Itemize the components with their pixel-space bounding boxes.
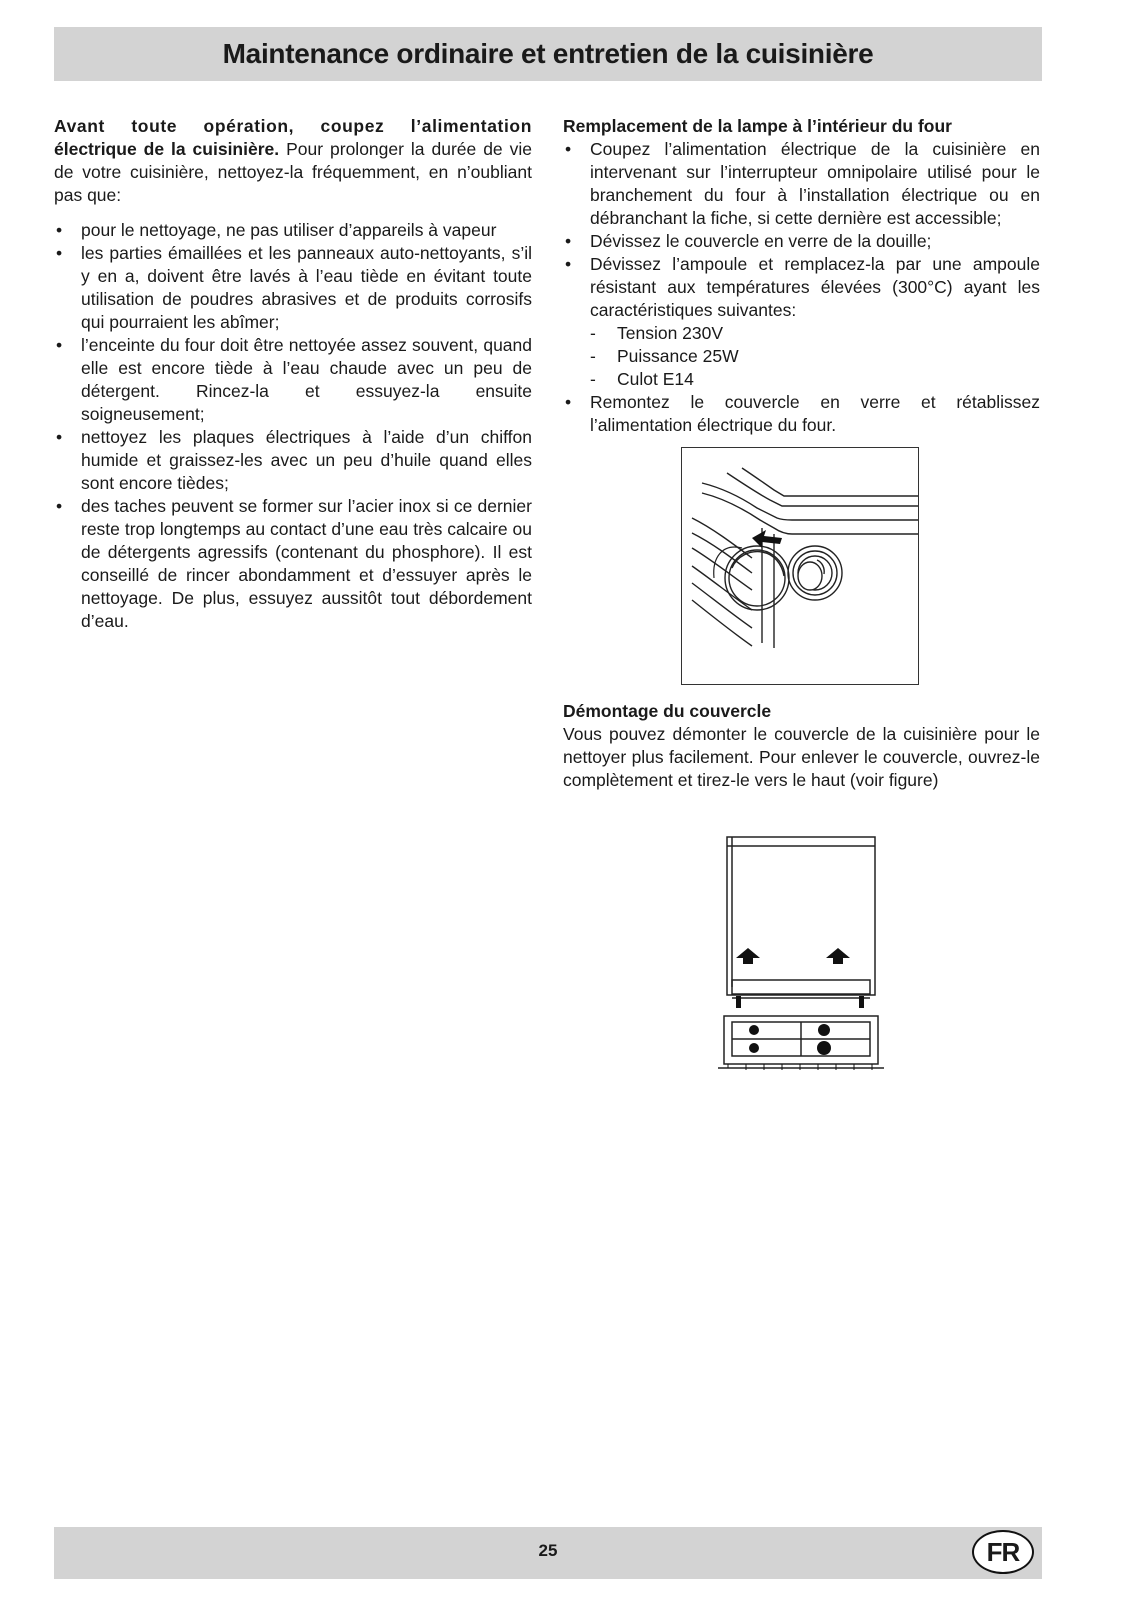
language-badge: FR (972, 1530, 1034, 1574)
page-title: Maintenance ordinaire et entretien de la cuisinière (222, 38, 874, 69)
spec-item: - Culot E14 (590, 369, 694, 389)
spec-item: - Tension 230V (590, 323, 724, 343)
list-item: • Dévissez le couvercle en verre de la douille; (565, 231, 932, 251)
bullet-icon: • (56, 496, 63, 516)
lamp-steps (563, 138, 1040, 437)
bullet-icon: • (56, 243, 63, 263)
footer-bar (54, 1527, 1042, 1579)
bullet-icon: • (56, 427, 63, 447)
lamp-specs (590, 322, 1040, 391)
list-item: • les parties émaillées et les panneaux auto-nettoyants, s’il y en a, doivent être lavés à l’eau tiède en évitant toute utilisation de poudres abrasives et de produits corrosifs qui pourraient les abîmer; (56, 243, 532, 332)
intro-text: Pour prolonger la durée de vie de votre cuisinière, nettoyez-la fréquemment, en n’oubliant pas que: (54, 139, 532, 205)
list-item: • pour le nettoyage, ne pas utiliser d’appareils à vapeur (56, 220, 497, 240)
cooker-lid-illustration (718, 832, 884, 1072)
title-bar (54, 27, 1042, 81)
list-item: • des taches peuvent se former sur l’acier inox si ce dernier reste trop longtemps au contact d’une eau très calcaire ou de détergents agressifs (contenant du phosphore). Il est conseillé de rincer abondamment et d’essuyer après le nettoyage. De plus, essuyez aussitôt tout débordement d’eau. (56, 496, 532, 631)
lamp-figure (681, 447, 919, 685)
list-item: • l’enceinte du four doit être nettoyée assez souvent, quand elle est encore tiède à l’eau chaude avec un peu de détergent. Rincez-la et essuyez-la ensuite soigneusement; (56, 335, 532, 424)
list-item: • Remontez le couvercle en verre et rétablissez l’alimentation électrique du four. (565, 392, 1040, 435)
intro-warning-end: électrique de la cuisinière. (54, 139, 280, 159)
lamp-heading: Remplacement de la lampe à l’intérieur du four (563, 116, 952, 136)
bullet-icon: • (56, 220, 63, 240)
intro-warning: Avant toute opération, coupez l’alimentation (54, 116, 532, 136)
lid-section (563, 700, 1040, 792)
list-item: • Coupez l’alimentation électrique de la cuisinière en intervenant sur l’interrupteur omnipolaire utilisé pour le branchement du four à l’installation électrique ou en débranchant la fiche, si cette dernière est accessible; (565, 139, 1040, 228)
oven-lamp-illustration (682, 448, 918, 684)
right-column (563, 115, 1040, 437)
list-item: • Dévissez l’ampoule et remplacez-la par une ampoule résistant aux températures élevées (300°C) ayant les caractéristiques suivantes: - Tension 230V - Puissance 25W - Culot E14 (565, 254, 1040, 389)
intro-paragraph (54, 115, 532, 207)
list-item: • nettoyez les plaques électriques à l’aide d’un chiffon humide et graissez-les avec un peu d’huile quand elles sont encore tièdes; (56, 427, 532, 493)
bullet-icon: • (565, 139, 572, 159)
bullet-icon: • (565, 231, 572, 251)
spec-item: - Puissance 25W (590, 346, 739, 366)
lid-paragraph: Vous pouvez démonter le couvercle de la cuisinière pour le nettoyer plus facilement. Pour enlever le couvercle, ouvrez-le complètement et tirez-le vers le haut (voir figure) (563, 724, 1040, 790)
cleaning-list (54, 219, 532, 633)
page-number: 25 (538, 1541, 558, 1560)
bullet-icon: • (56, 335, 63, 355)
bullet-icon: • (565, 254, 572, 274)
left-column (54, 115, 532, 633)
lid-figure (718, 832, 884, 1072)
bullet-icon: • (565, 392, 572, 412)
lid-heading: Démontage du couvercle (563, 701, 772, 721)
